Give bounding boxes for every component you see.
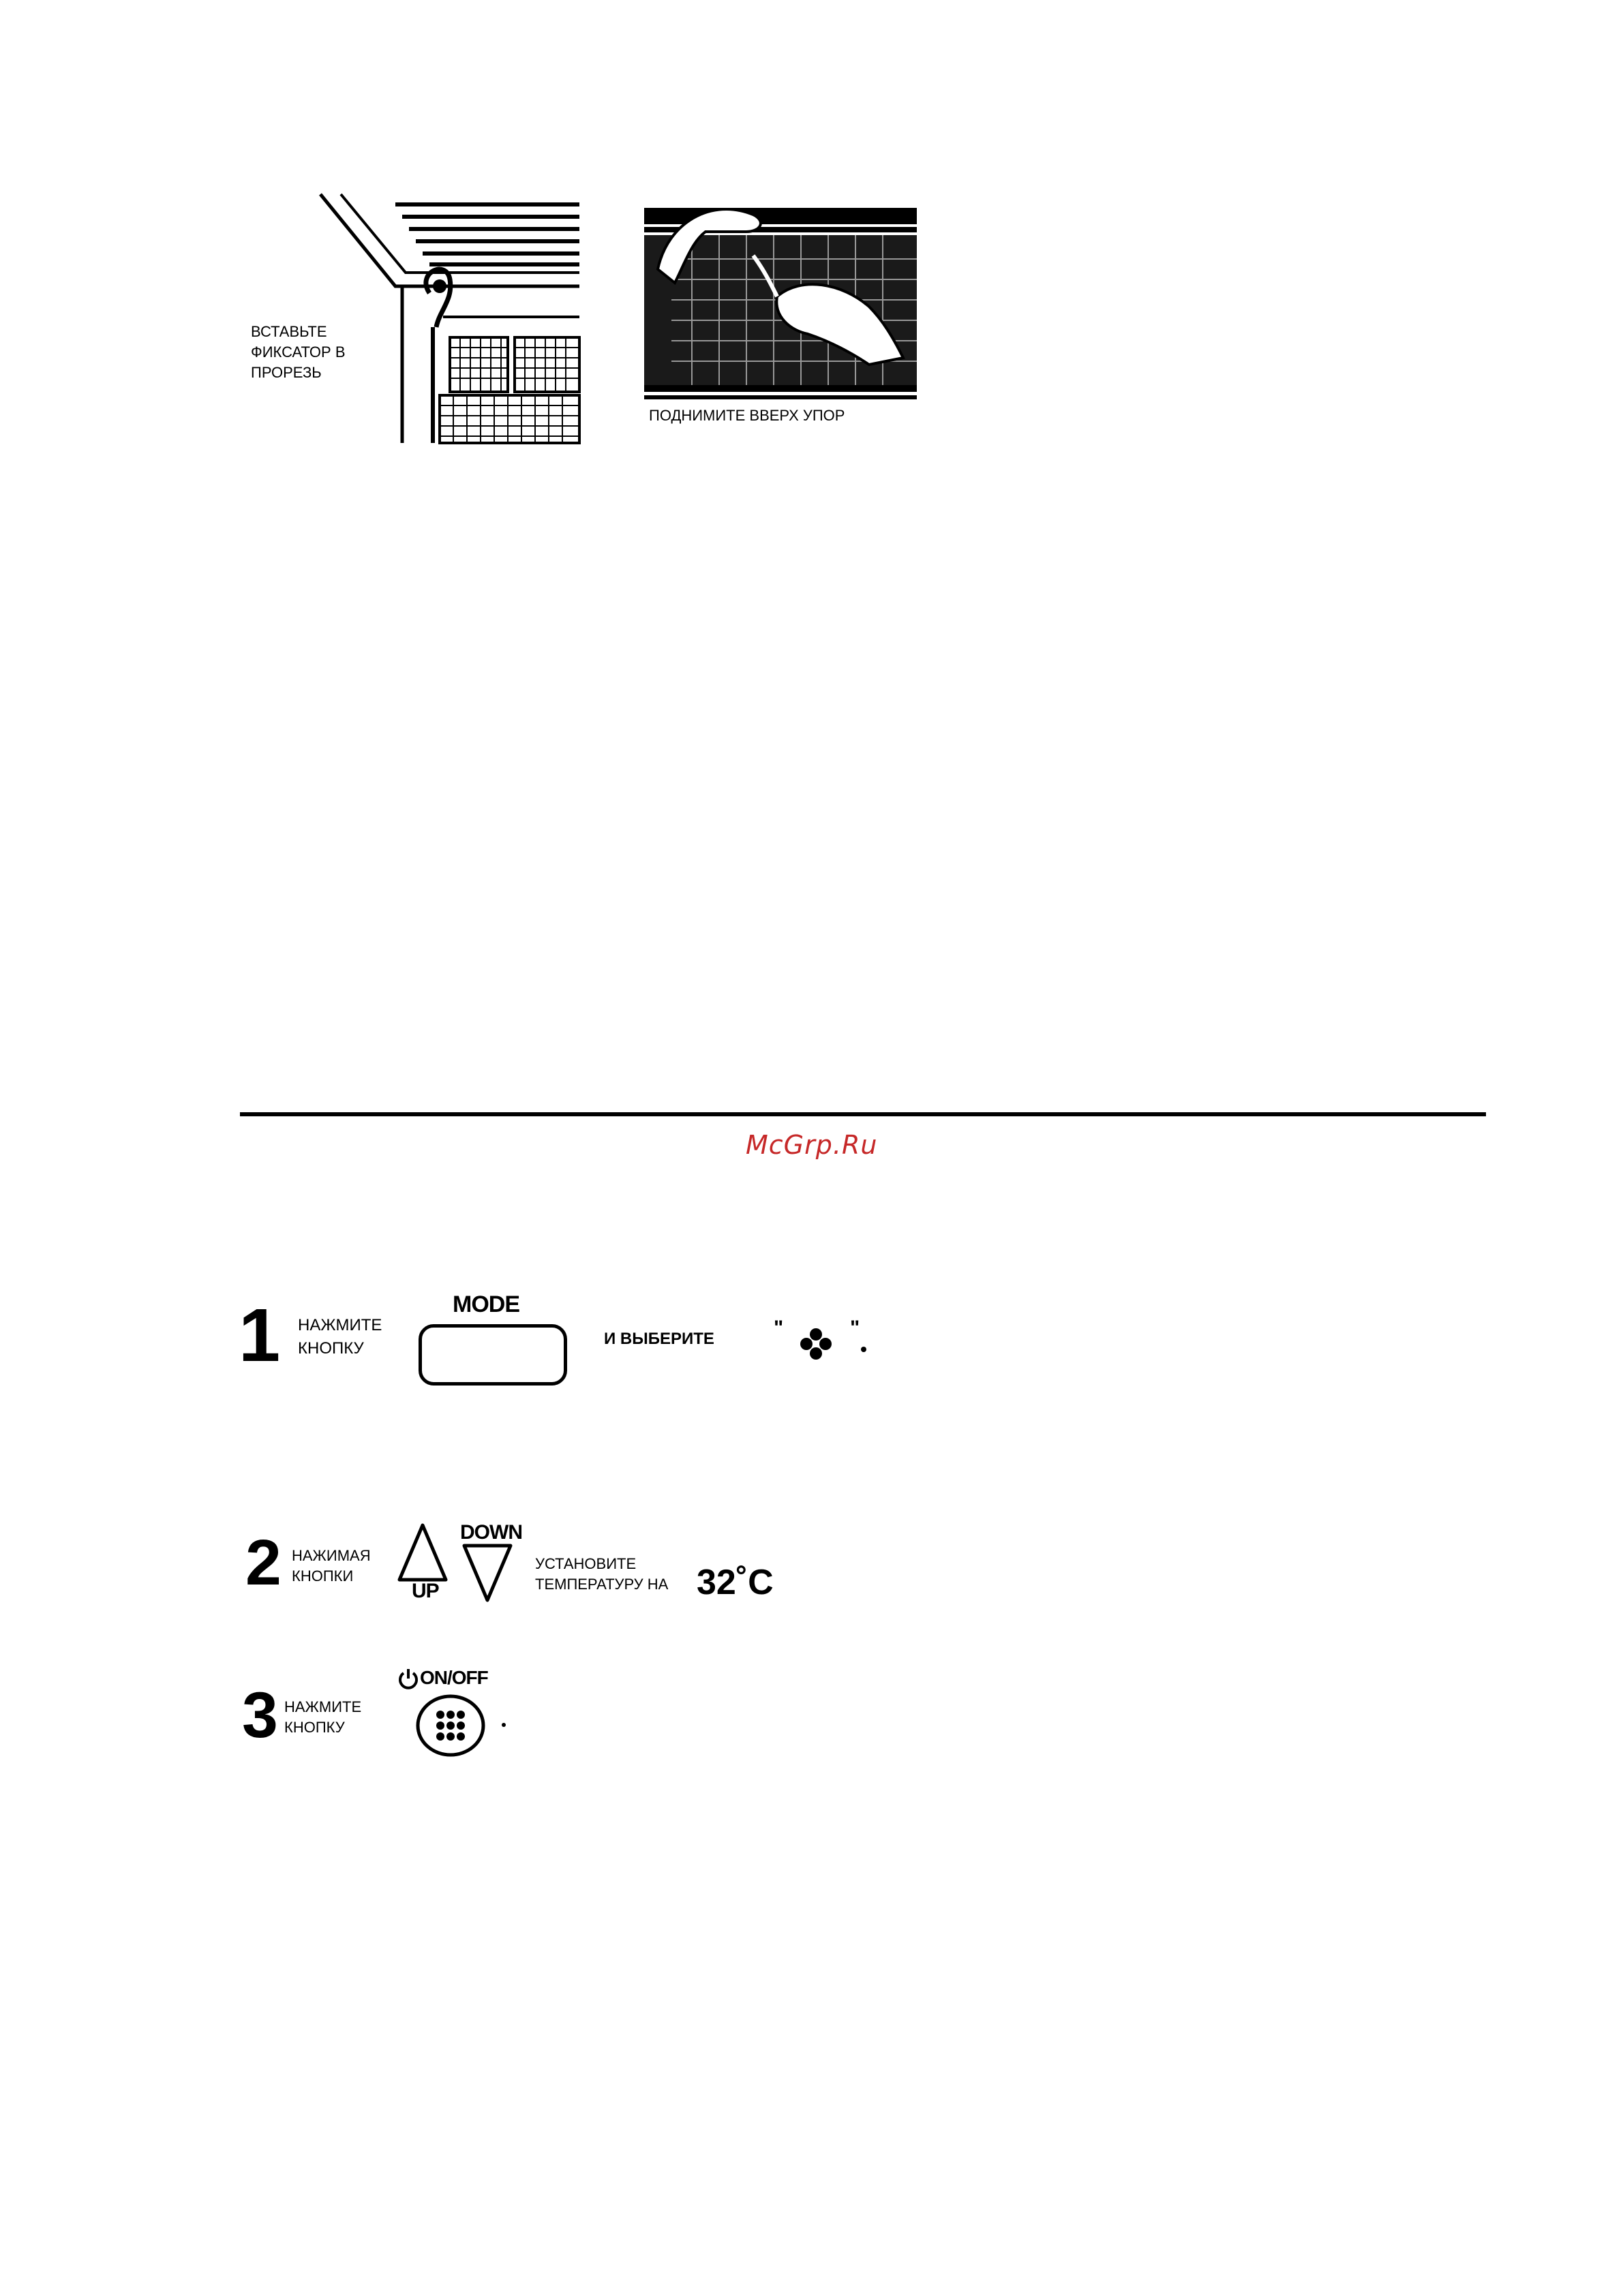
instruction-line: НАЖМИТЕ [298, 1316, 382, 1334]
instruction-line: КНОПКУ [284, 1719, 345, 1736]
mode-button[interactable] [419, 1324, 567, 1386]
instruction-line: НАЖМИТЕ [284, 1698, 362, 1715]
mode-button-label: MODE [453, 1291, 519, 1317]
down-button-label: DOWN [460, 1521, 522, 1544]
instruction-line: КНОПКИ [292, 1567, 354, 1585]
on-off-button[interactable] [414, 1693, 487, 1758]
step-3-instruction [284, 1697, 361, 1738]
caption-line: ВСТАВЬТЕ [251, 323, 327, 340]
section-divider [240, 1112, 1486, 1116]
instruction-line: ТЕМПЕРАТУРУ НА [535, 1576, 669, 1593]
up-button[interactable] [395, 1521, 450, 1584]
illustration-lift-stop [644, 194, 920, 412]
instruction-line: НАЖИМАЯ [292, 1547, 371, 1564]
instruction-line: КНОПКУ [298, 1339, 364, 1358]
caption-line: ПРОРЕЗЬ [251, 364, 322, 381]
on-off-button-label: ON/OFF [420, 1667, 488, 1688]
figure-left-caption [251, 322, 387, 383]
figure-right-caption: ПОДНИМИТЕ ВВЕРХ УПОР [649, 407, 845, 424]
step-number-1: 1 [239, 1294, 281, 1377]
up-button-label: UP [412, 1580, 439, 1602]
step-1-instruction [298, 1314, 382, 1360]
step-2-set-temp-text [535, 1554, 668, 1595]
svg-text:": " [850, 1317, 860, 1339]
step-1-select-text: И ВЫБЕРИТЕ [604, 1330, 714, 1348]
step-number-3: 3 [242, 1679, 278, 1751]
target-temperature: 32˚C [697, 1563, 774, 1602]
caption-line: ФИКСАТОР В [251, 343, 346, 361]
svg-text:": " [774, 1317, 784, 1339]
illustration-insert-latch [314, 191, 586, 450]
instruction-line: УСТАНОВИТЕ [535, 1555, 637, 1572]
step-3-period [502, 1723, 506, 1727]
power-icon [397, 1667, 420, 1690]
step-2-instruction [292, 1546, 371, 1587]
fan-mode-icon [774, 1315, 876, 1363]
step-number-2: 2 [245, 1527, 282, 1599]
down-button[interactable] [460, 1542, 515, 1604]
watermark-link[interactable]: McGrp.Ru [746, 1130, 878, 1160]
